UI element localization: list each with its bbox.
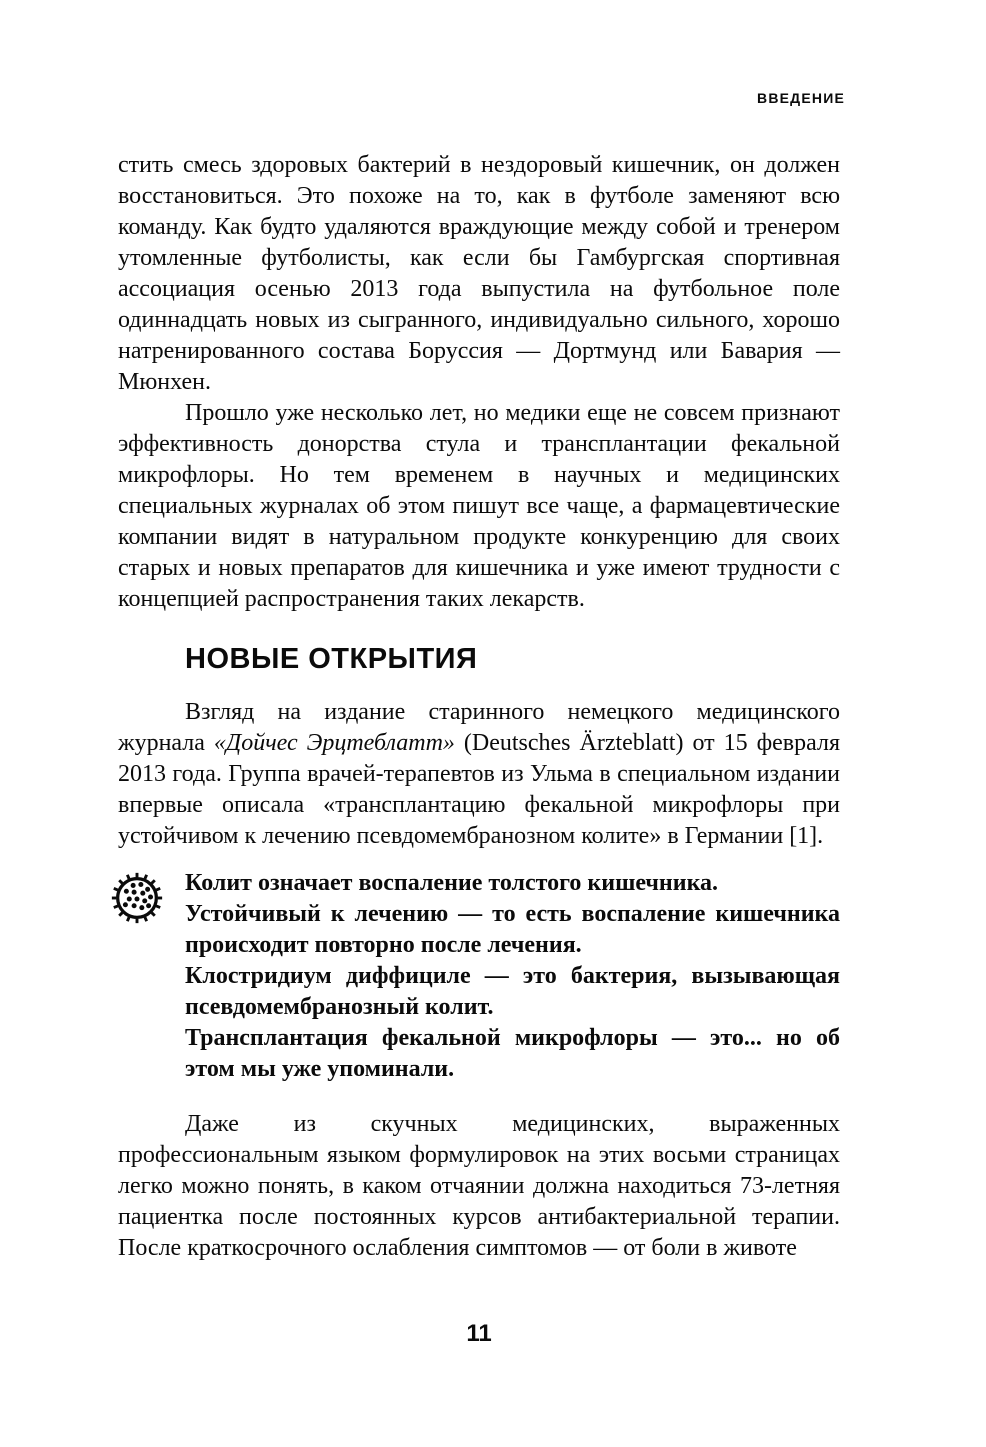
definition-item: Трансплантация фекальной микрофлоры — это... но об этом мы уже упоминали. (185, 1025, 840, 1082)
paragraph: Прошло уже несколько лет, но медики еще не совсем признают эффективность донорства стула и трансплантации фекальной микрофлоры. Но тем временем в научных и медицинских специальных журналах об этом пишут все чаще, а фармацевтические компании видят в натуральном продукте конкуренцию для своих старых и новых препаратов для кишечника и уже имеют трудности с концепцией распространения таких лекарств. (118, 400, 840, 612)
paragraph (118, 697, 840, 852)
definition-item: Устойчивый к лечению — то есть воспаление кишечника происходит повторно после лечения. (185, 901, 840, 958)
paragraph-text: Взгляд на издание старинного немецкого медицинского журнала (118, 699, 840, 756)
paragraph-text: (Deutsches Ärzteblatt) от 15 февраля 2013 года. Группа врачей-терапевтов из Ульма в специальном издании впервые описала «трансплантацию фекальной микрофлоры при устойчивом к лечению псевдомембранозном колите» в Германии [1]. (118, 730, 841, 849)
microbe-icon (108, 869, 166, 927)
page-number: 11 (466, 1320, 492, 1347)
definition-block (185, 868, 840, 1085)
section-heading: НОВЫЕ ОТКРЫТИЯ (185, 643, 478, 675)
running-header: ВВЕДЕНИЕ (757, 90, 845, 106)
definition-item: Колит означает воспаление толстого кишечника. (185, 870, 719, 896)
journal-title-italic: «Дойчес Эрцтеблатт» (213, 730, 455, 756)
paragraph: Даже из скучных медицинских, выраженных профессиональным языком формулировок на этих восьми страницах легко можно понять, в каком отчаянии должна находиться 73-летняя пациентка после постоянных курсов антибактериальной терапии. После краткосрочного ослабления симптомов — от боли в животе (118, 1111, 840, 1261)
definition-item: Клостридиум диффициле — это бактерия, вызывающая псевдомембранозный колит. (185, 963, 840, 1020)
paragraph-continuation: стить смесь здоровых бактерий в нездоровый кишечник, он должен восстановиться. Это похоже на то, как в футболе заменяют всю команду. Как будто удаляются враждующие между собой и тренером утомленные футболисты, как если бы Гамбургская спортивная ассоциация осенью 2013 года выпустила на футбольное поле одиннадцать новых из сыгранного, индивидуально сильного, хорошо натренированного состава Боруссия — Дортмунд или Бавария — Мюнхен. (118, 152, 840, 395)
text-column (118, 150, 840, 1264)
